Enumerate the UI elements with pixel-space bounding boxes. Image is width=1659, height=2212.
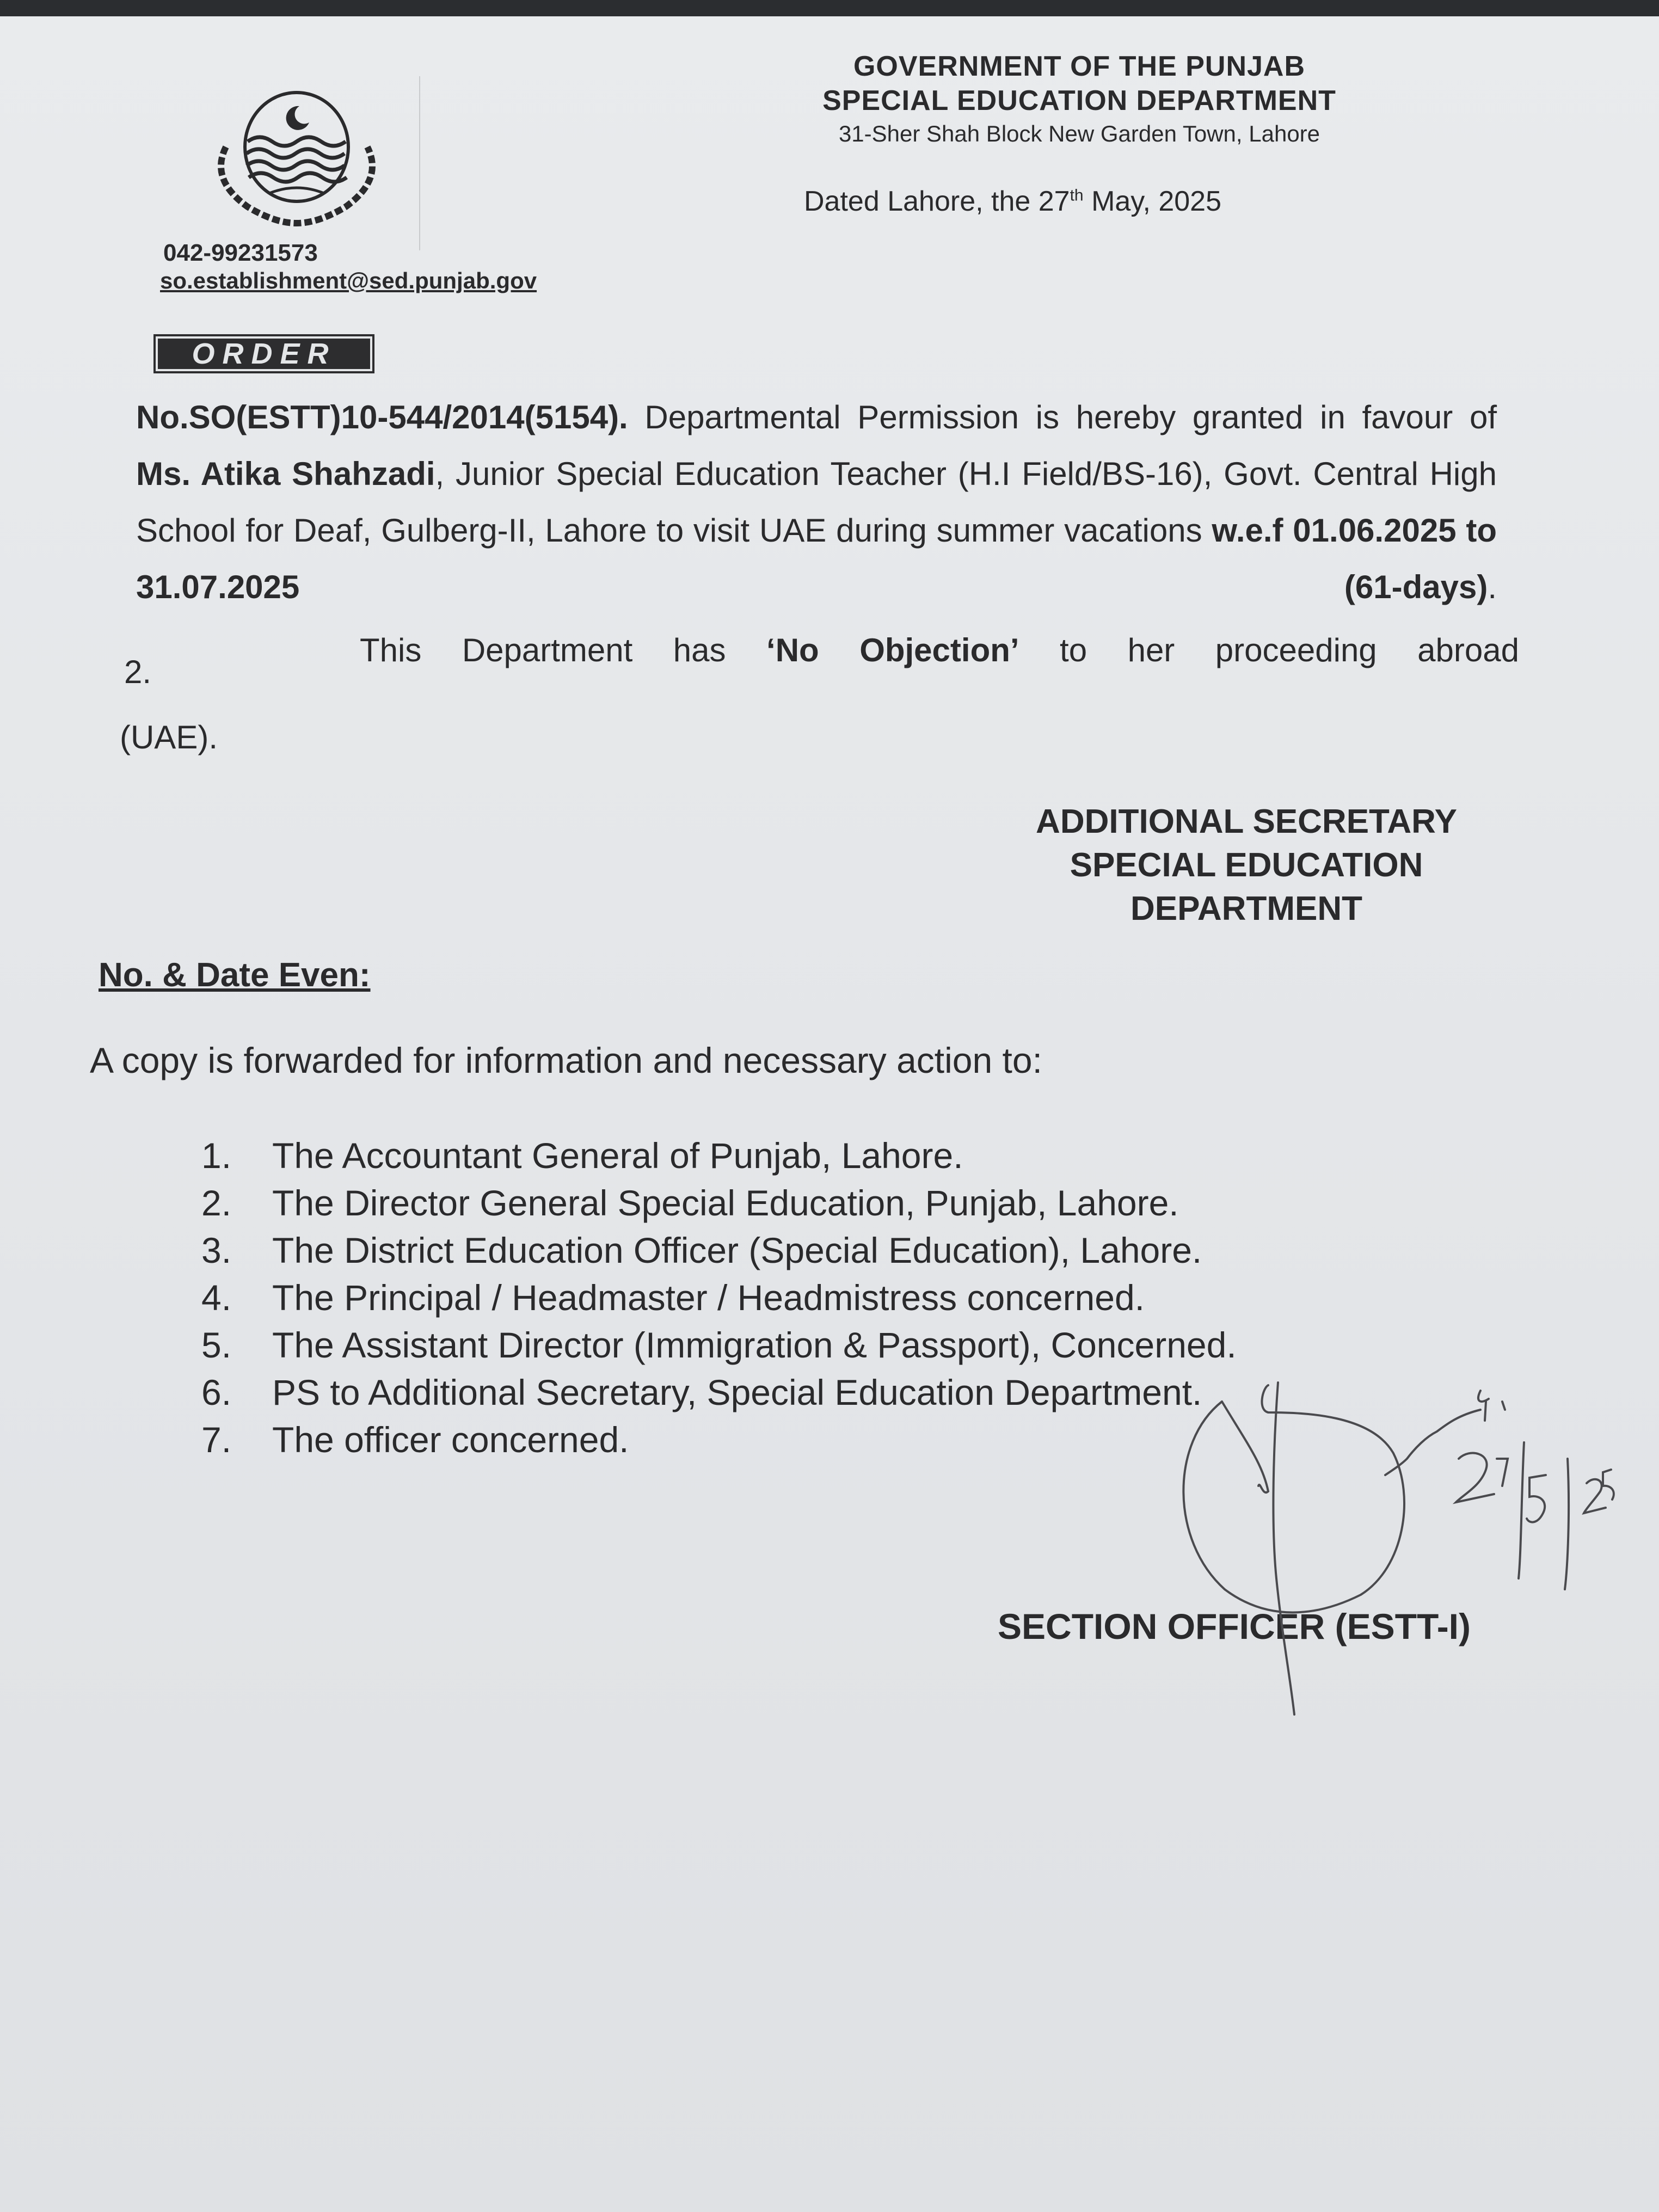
handwritten-signature [1089, 1361, 1633, 1742]
section-officer-title: SECTION OFFICER (ESTT-I) [998, 1606, 1471, 1646]
letterhead-government: GOVERNMENT OF THE PUNJAB [853, 51, 1306, 82]
list-item: 6. PS to Additional Secretary, Special Education Department. [201, 1372, 1202, 1412]
signatory-dept-2: DEPARTMENT [1130, 890, 1362, 927]
signatory-dept: SPECIAL EDUCATION [1070, 846, 1423, 884]
phone-number: 042-99231573 [163, 239, 318, 266]
photo-edge [0, 0, 1659, 19]
order-paragraph-1: No.SO(ESTT)10-544/2014(5154). Departmental Permission is hereby granted in favour of Ms. Atika Shahzadi, Junior Special Education Teacher (H.I Field/BS-16), Govt. Central High School for Deaf, Gulberg-II, Lahore to visit UAE during summer vacations w.e.f 01.06.2025 to 31.07.2025 (61-days). [136, 399, 1497, 605]
paragraph-2-number: 2. [124, 654, 152, 690]
list-item: 3. The District Education Officer (Special Education), Lahore. [201, 1230, 1202, 1270]
order-paragraph-2: This Department has ‘No Objection’ to her proceeding abroad [360, 632, 1519, 668]
order-heading: ORDER [153, 334, 374, 373]
letterhead-department: SPECIAL EDUCATION DEPARTMENT [822, 85, 1336, 116]
no-date-even-heading: No. & Date Even: [99, 956, 371, 994]
list-item: 1. The Accountant General of Punjab, Lahore. [201, 1135, 963, 1176]
distribution-list [201, 1132, 1237, 1464]
signatory-block [925, 800, 1568, 931]
signatory-title: ADDITIONAL SECRETARY [1036, 803, 1457, 840]
list-item: 7. The officer concerned. [201, 1420, 629, 1460]
divider [419, 76, 420, 250]
dated-line: Dated Lahore, the 27th May, 2025 [804, 186, 1222, 217]
copy-intro: A copy is forwarded for information and necessary action to: [90, 1040, 1042, 1080]
punjab-emblem-logo [188, 87, 405, 229]
list-item: 5. The Assistant Director (Immigration & Passport), Concerned. [201, 1325, 1237, 1365]
email-address: so.establishment@sed.punjab.gov [160, 268, 537, 293]
list-item: 2. The Director General Special Education, Punjab, Lahore. [201, 1183, 1179, 1223]
letterhead-address: 31-Sher Shah Block New Garden Town, Lahore [838, 121, 1320, 146]
list-item: 4. The Principal / Headmaster / Headmistress concerned. [201, 1277, 1145, 1318]
order-paragraph-2-end: (UAE). [120, 719, 218, 755]
